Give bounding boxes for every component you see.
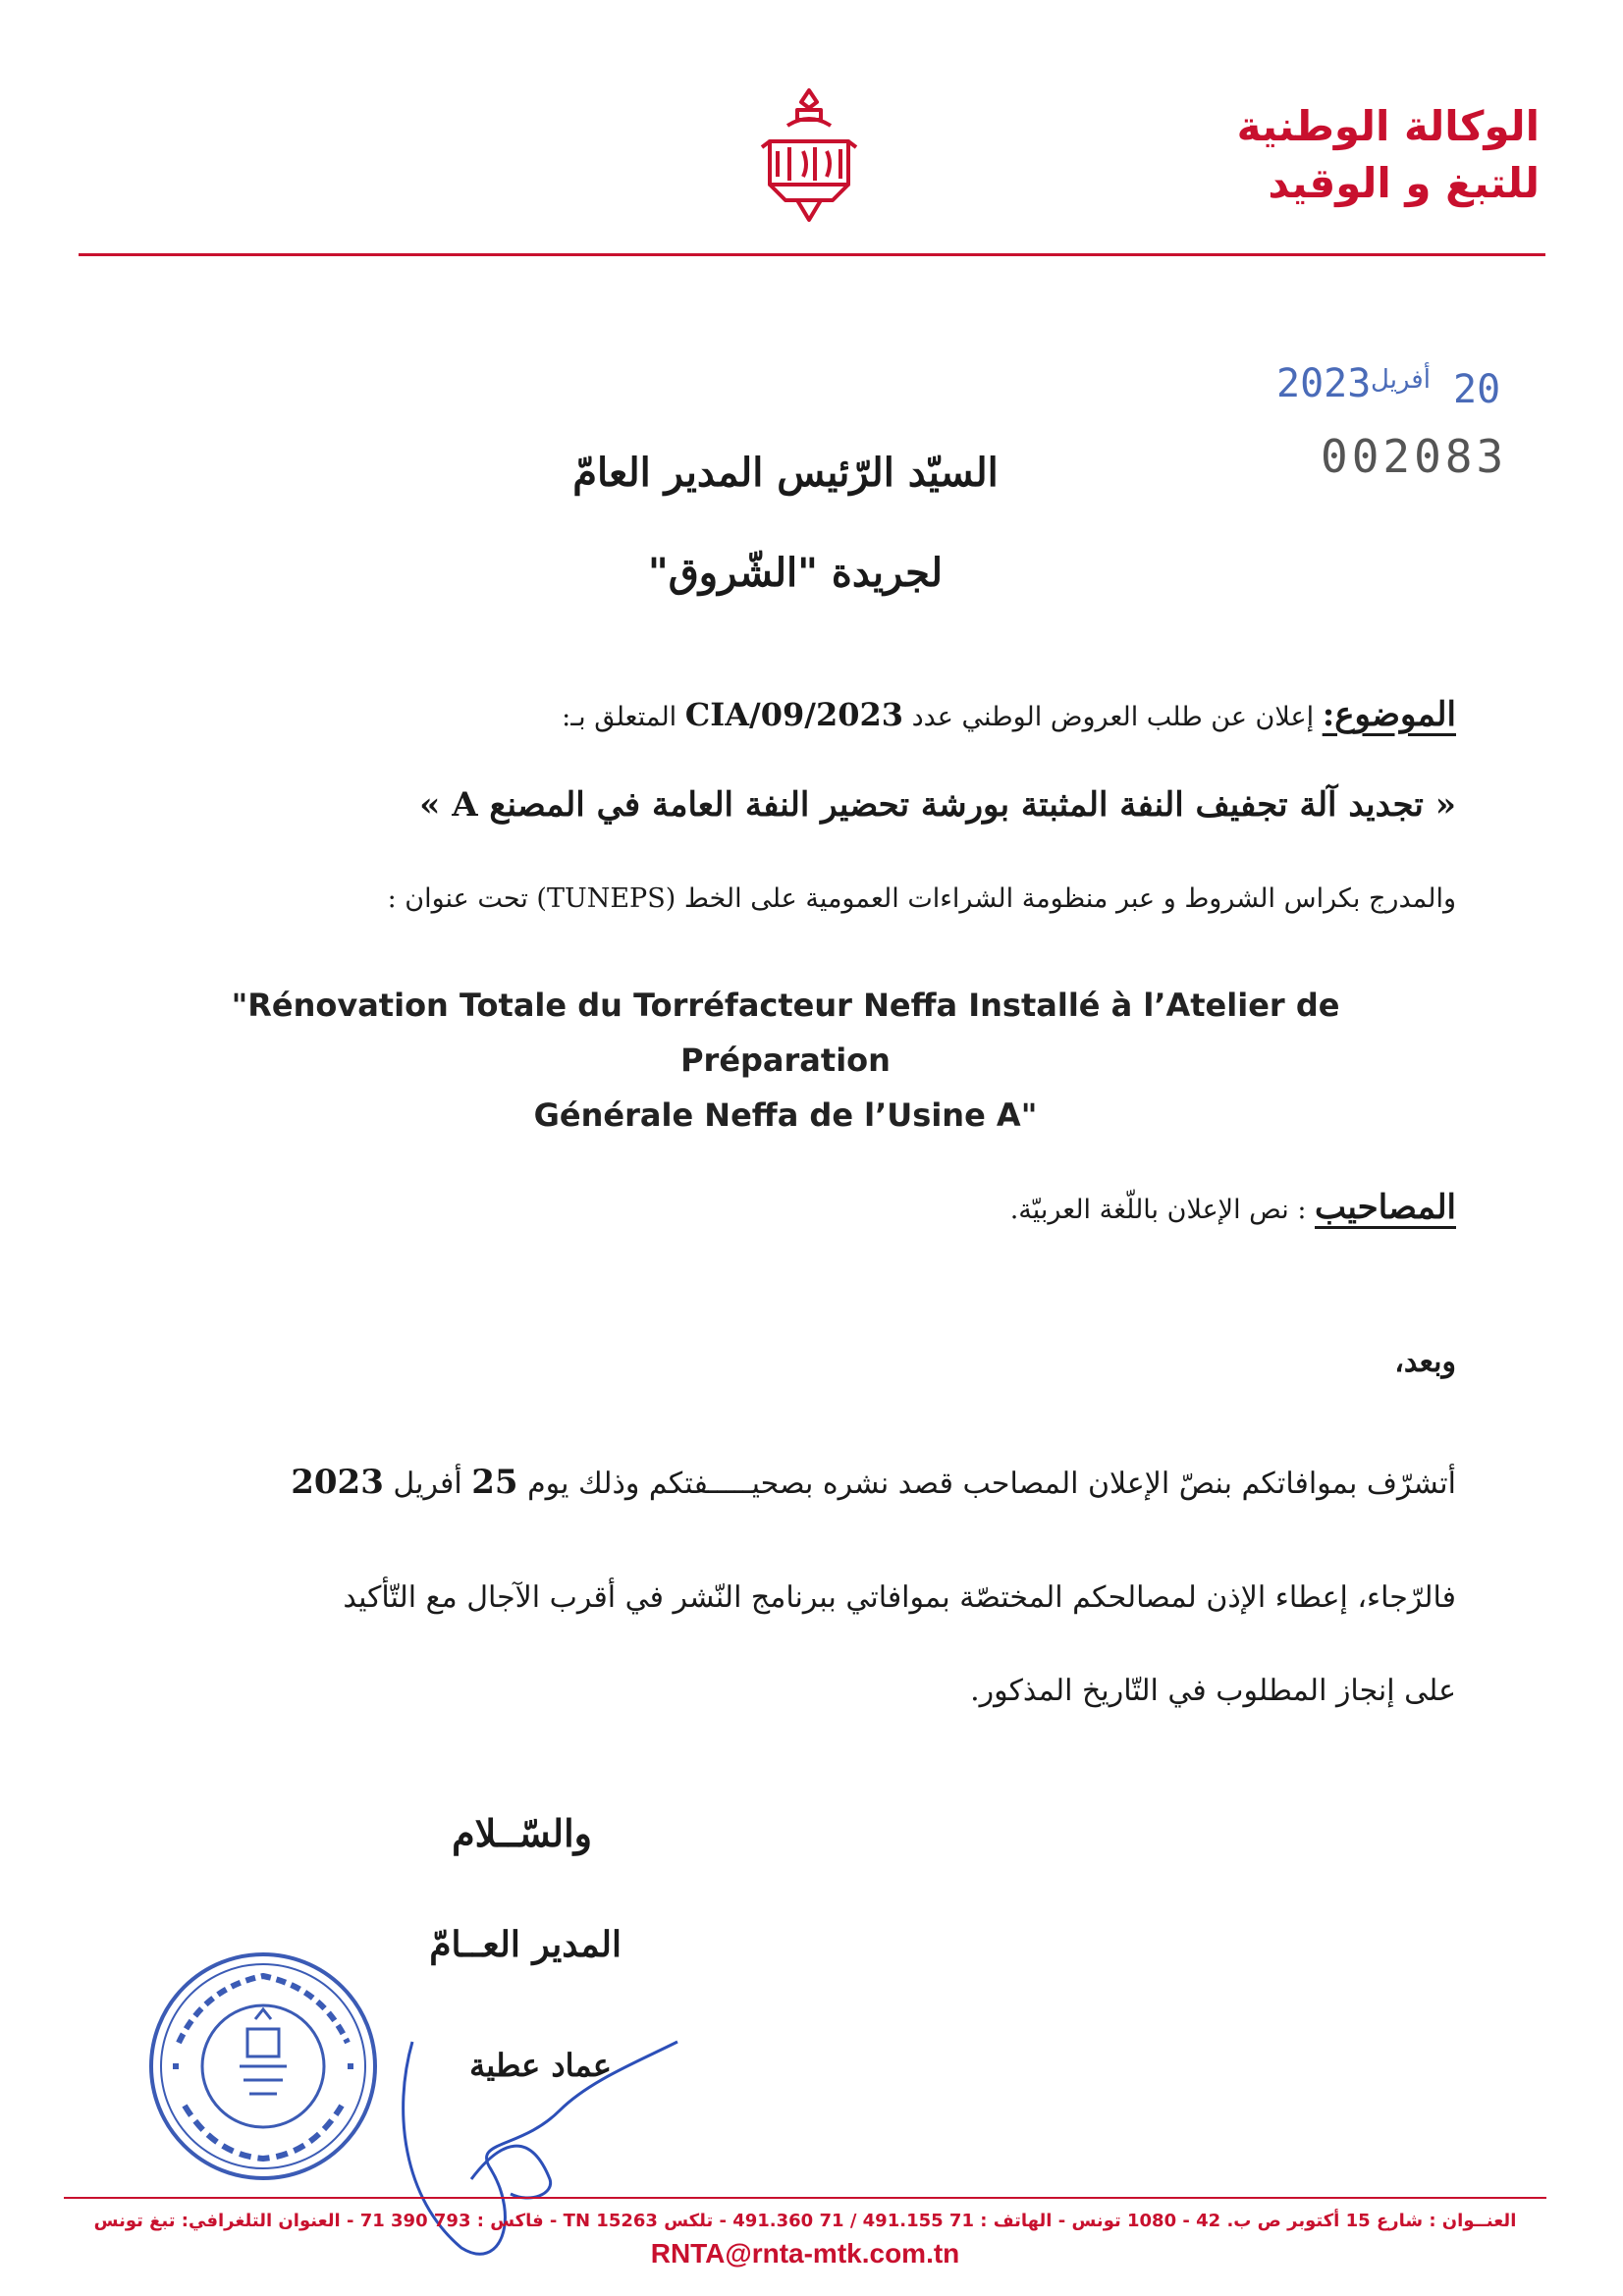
body-paragraph-2: فالرّجاء، إعطاء الإذن لمصالحكم المختصّة بموافاتي ببرنامج النّشر في أقرب الآجال مع التّأكيد: [343, 1580, 1456, 1615]
greeting: وبعد،: [1394, 1345, 1456, 1379]
attachment-line: [1010, 1188, 1456, 1227]
organization-name: [1127, 98, 1540, 212]
stamp-month: أفريل: [1371, 365, 1431, 395]
footer-address: العنــوان : شارع 15 أكتوبر ص ب. 42 - 1080 تونس - الهاتف : 71 491.155 / 71 491.360 - تلكس 15263 TN - فاكس : 793 390 71 - العنوان التلغرافي: تبغ تونس: [93, 2211, 1517, 2231]
tuneps-line: والمدرج بكراس الشروط و عبر منظومة الشراءات العمومية على الخط (TUNEPS) تحت عنوان :: [387, 883, 1456, 914]
organization-name-line2: للتبغ و الوقيد: [1268, 159, 1540, 207]
attachment-label: المصاحيب: [1315, 1188, 1456, 1227]
tender-reference: 2023/CIA/09: [684, 696, 903, 733]
header-divider: [79, 253, 1545, 256]
signatory-title: المدير العــامّ: [429, 1924, 622, 1965]
attachment-text: : نص الإعلان باللّغة العربيّة.: [1009, 1195, 1316, 1225]
body-paragraph-1: [291, 1463, 1456, 1502]
subject-label: الموضوع:: [1322, 695, 1456, 734]
stamp-day: 20: [1453, 367, 1501, 412]
project-title-french: [137, 978, 1434, 1143]
para1-day: 25: [471, 1463, 518, 1502]
salutation: والسّــلام: [452, 1811, 592, 1855]
subject-text-before: إعلان عن طلب العروض الوطني عدد: [903, 702, 1323, 732]
project-title-french-line2: Générale Neffa de l’Usine A": [533, 1096, 1038, 1134]
para1-year: 2023: [291, 1463, 384, 1502]
organization-name-line1: الوكالة الوطنية: [1236, 102, 1540, 150]
reference-number: 002083: [1321, 430, 1508, 483]
recipient-title: السيّد الرّئيس المدير العامّ: [572, 450, 999, 496]
footer-divider: [64, 2197, 1546, 2199]
recipient-newspaper: لجريدة "الشّروق": [647, 550, 944, 596]
subject-text-after: المتعلق بـ:: [562, 702, 685, 732]
organization-logo: [758, 86, 860, 224]
project-title-french-line1: "Rénovation Totale du Torréfacteur Neffa Installé à l’Atelier de Préparation: [231, 987, 1340, 1079]
footer-email: RNTA@rnta-mtk.com.tn: [650, 2238, 960, 2269]
project-title-arabic: « تجديد آلة تجفيف النفة المثبتة بورشة تحضير النفة العامة في المصنع A »: [419, 785, 1456, 825]
date-stamp: [1276, 353, 1522, 422]
body-paragraph-3: على إنجاز المطلوب في التّاريخ المذكور.: [970, 1674, 1456, 1708]
subject-line: [562, 695, 1456, 734]
para1-month: أفريل: [383, 1467, 472, 1501]
official-seal: [145, 1949, 381, 2184]
para1-text: أتشرّف بموافاتكم بنصّ الإعلان المصاحب قصد نشره بصحيـــــفتكم وذلك يوم: [517, 1467, 1456, 1501]
stamp-year: 2023: [1276, 361, 1372, 406]
signatory-name: عماد عطية: [469, 2047, 612, 2084]
